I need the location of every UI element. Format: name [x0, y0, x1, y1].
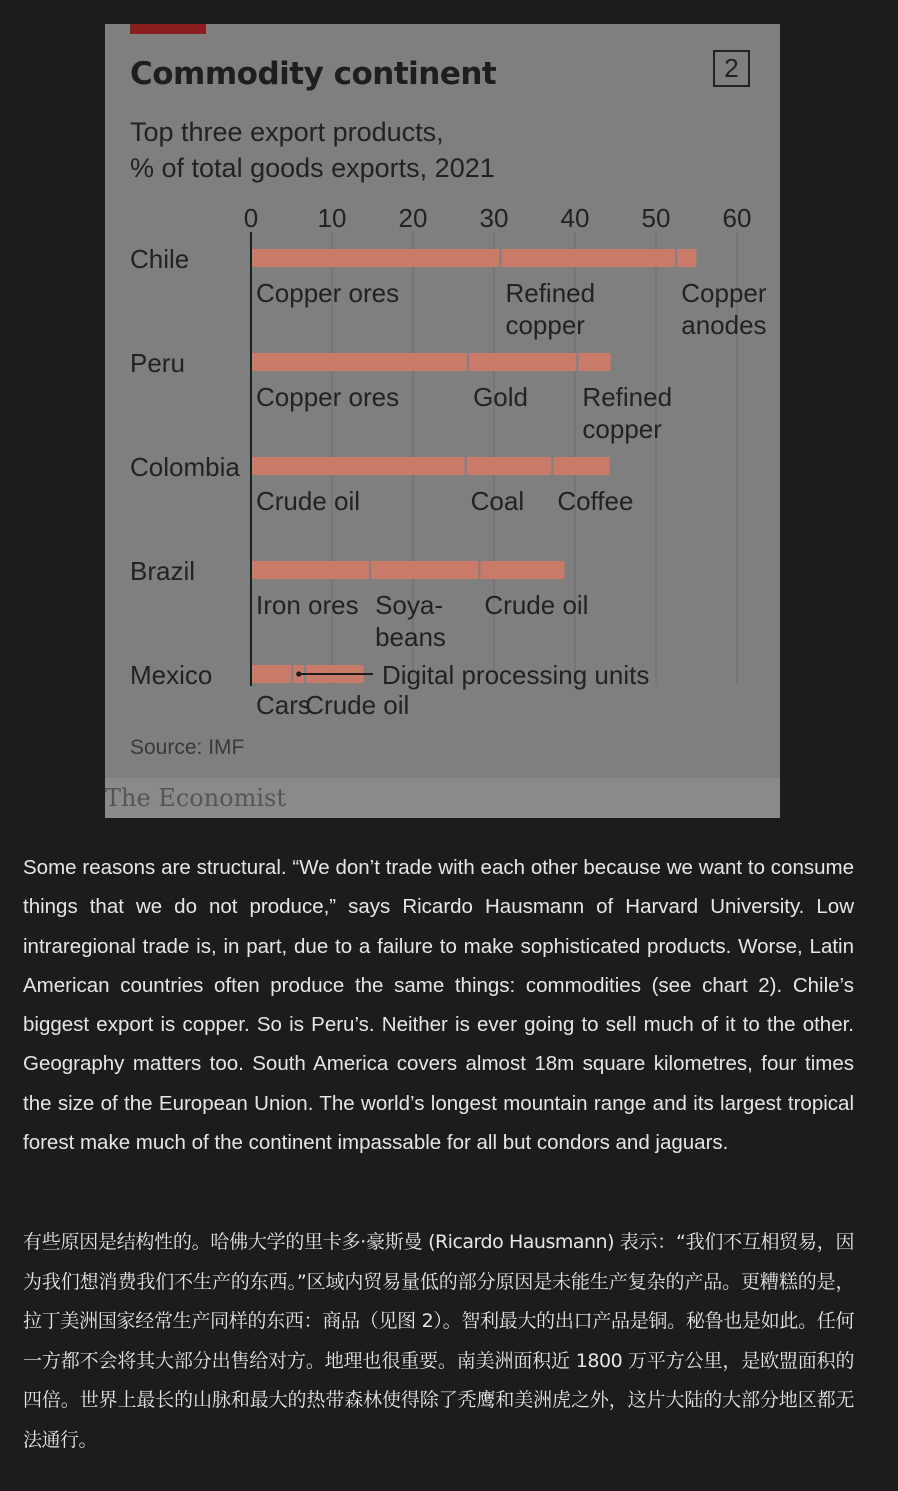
- segment-label-mexico-2: Digital processing units: [382, 660, 650, 690]
- country-label-mexico: Mexico: [130, 660, 213, 690]
- bar-peru-2: [469, 353, 576, 371]
- segment-label-brazil-1: Iron ores: [256, 590, 359, 620]
- country-label-brazil: Brazil: [130, 556, 196, 586]
- bar-brazil-3: [480, 561, 564, 579]
- chart-title: Commodity continent: [130, 56, 497, 92]
- country-label-colombia: Colombia: [130, 452, 240, 482]
- country-label-peru: Peru: [130, 348, 185, 378]
- bar-colombia-3: [553, 457, 609, 475]
- x-tick-label-20: 20: [398, 203, 428, 233]
- bar-colombia-2: [467, 457, 552, 475]
- segment-label-colombia-1: Crude oil: [256, 486, 361, 516]
- bar-peru-3: [578, 353, 610, 371]
- x-tick-label-10: 10: [317, 203, 347, 233]
- publisher-logo: The Economist: [105, 784, 287, 812]
- bar-chile-1: [252, 249, 499, 267]
- segment-label-chile-3-line2: anodes: [681, 310, 767, 340]
- article-paragraph-chinese: 有些原因是结构性的。哈佛大学的里卡多·豪斯曼 (Ricardo Hausmann) 表示：“我们不互相贸易，因为我们想消费我们不生产的东西。”区域内贸易量低的部分原因是未能生产复杂的产品。更糟糕的是，拉丁美洲国家经常生产同样的东西：商品（见图 2）。智利最大的出口产品是铜。秘鲁也是如此。任何一方都不会将其大部分出售给对方。地理也很重要。南美洲面积近 1800 万平方公里，是欧盟面积的四倍。世界上最长的山脉和最大的热带森林使得除了秃鹰和美洲虎之外，这片大陆的大部分地区都无法通行。: [23, 1231, 854, 1451]
- segment-label-peru-2: Gold: [473, 382, 529, 412]
- bar-chart: [105, 24, 780, 778]
- chart-number-badge: 2: [713, 50, 750, 87]
- bar-chile-3: [677, 249, 696, 267]
- country-label-chile: Chile: [130, 244, 190, 274]
- bar-peru-1: [252, 353, 467, 371]
- segment-label-peru-3: Refined: [582, 382, 673, 412]
- bar-chile-2: [501, 249, 675, 267]
- segment-label-brazil-2: Soya-: [375, 590, 443, 620]
- segment-label-brazil-3: Crude oil: [484, 590, 589, 620]
- chart-source: Source: IMF: [130, 736, 245, 759]
- bar-brazil-2: [371, 561, 478, 579]
- chart-figure: [105, 24, 780, 818]
- chart-subtitle: Top three export products, % of total goods exports, 2021: [130, 117, 495, 183]
- segment-label-colombia-3: Coffee: [557, 486, 634, 516]
- bar-mexico-1: [252, 665, 291, 683]
- segment-label-mexico-3: Crude oil: [305, 690, 410, 720]
- segment-label-chile-2: Refined: [505, 278, 596, 308]
- segment-label-mexico-1: Cars: [256, 690, 311, 720]
- x-tick-label-0: 0: [243, 203, 259, 233]
- segment-label-peru-1: Copper ores: [256, 382, 400, 412]
- segment-label-brazil-2-line2: beans: [375, 622, 446, 652]
- segment-label-colombia-2: Coal: [470, 486, 525, 516]
- x-tick-label-30: 30: [479, 203, 509, 233]
- bar-colombia-1: [252, 457, 465, 475]
- segment-label-chile-3: Copper: [681, 278, 767, 308]
- bar-brazil-1: [252, 561, 369, 579]
- segment-label-peru-3-line2: copper: [582, 414, 662, 444]
- x-tick-label-50: 50: [641, 203, 671, 233]
- x-tick-label-40: 40: [560, 203, 590, 233]
- segment-label-chile-2-line2: copper: [505, 310, 585, 340]
- article-paragraph-english: Some reasons are structural. “We don’t trade with each other because we want to consume things that we do not produce,” says Ricardo Hausmann of Harvard University. Low intraregional trade is, in part, due to a failure to make sophisticated products. Worse, Latin American countries often produce the same things: commodities (see chart 2). Chile’s biggest export is copper. So is Peru’s. Neither is ever going to sell much of it to the other. Geography matters too. South America covers almost 18m square kilometres, four times the size of the European Union. The world’s longest mountain range and its largest tropical forest make much of the continent impassable for all but condors and jaguars.: [23, 856, 854, 1155]
- x-tick-label-60: 60: [722, 203, 752, 233]
- segment-label-chile-1: Copper ores: [256, 278, 400, 308]
